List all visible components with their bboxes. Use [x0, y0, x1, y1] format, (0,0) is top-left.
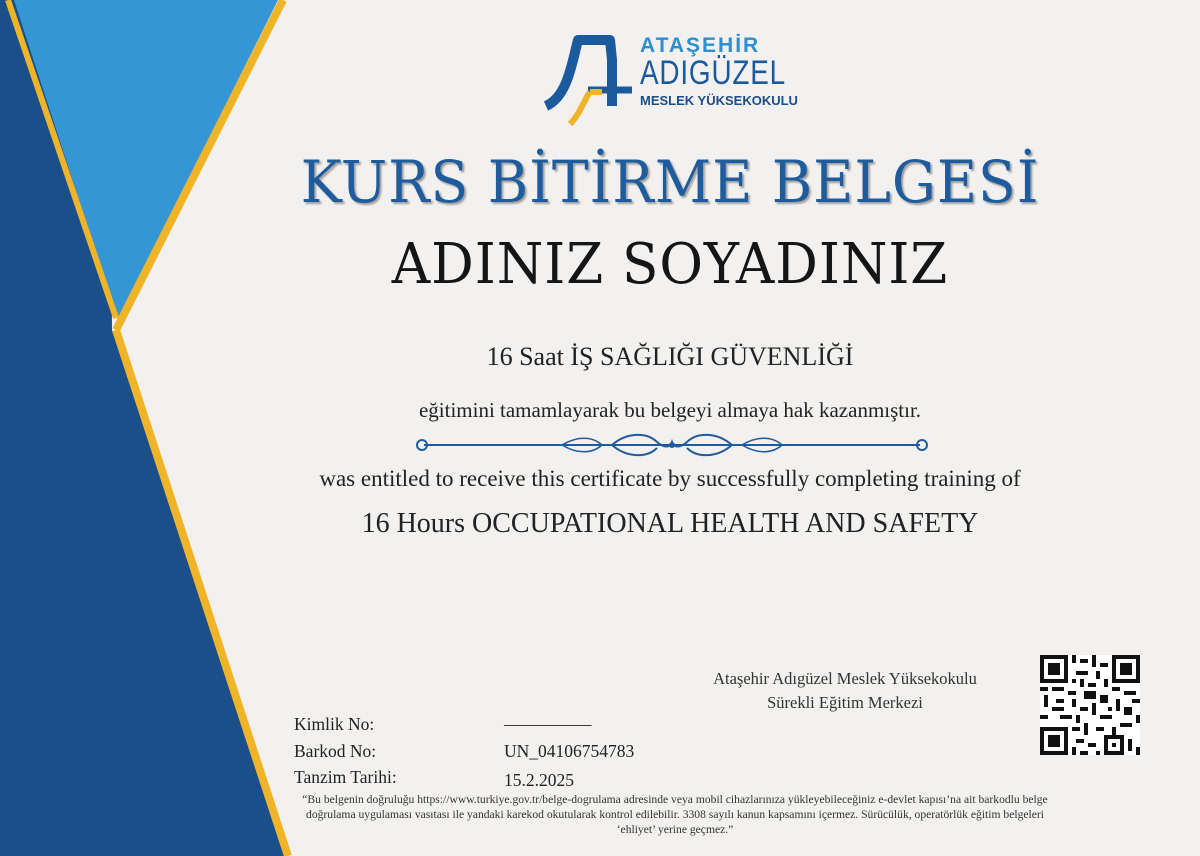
- ornament-divider-icon: [412, 430, 932, 460]
- logo-line3: MESLEK YÜKSEKOKULU: [640, 93, 798, 108]
- issuer-name: Ataşehir Adıgüzel Meslek Yüksekokulu: [713, 669, 977, 688]
- certificate-title: KURS BİTİRME BELGESİ: [300, 148, 1040, 216]
- recipient-name: ADINIZ SOYADINIZ: [391, 232, 949, 297]
- info-value: 15.2.2025: [504, 770, 574, 790]
- issuer-block: [660, 667, 1030, 715]
- info-label: Barkod No:: [294, 741, 377, 761]
- institution-logo-icon: [540, 34, 640, 130]
- info-value: UN_04106754783: [504, 741, 635, 761]
- completion-sentence-tr: eğitimini tamamlayarak bu belgeyi almaya hak kazanmıştır.: [418, 398, 922, 422]
- course-title-tr: 16 Saat İŞ SAĞLIĞI GÜVENLİĞİ: [486, 342, 854, 371]
- course-title-en: 16 Hours OCCUPATIONAL HEALTH AND SAFETY: [361, 508, 979, 539]
- logo-line2: ADIGÜZEL: [640, 54, 786, 92]
- completion-sentence-en: was entitled to receive this certificate by successfully completing training of: [319, 466, 1021, 491]
- logo-line1: ATAŞEHİR: [640, 34, 761, 57]
- info-label: Kimlik No:: [294, 714, 375, 734]
- info-value: —————: [504, 714, 592, 734]
- info-label: Tanzim Tarihi:: [294, 767, 397, 787]
- qr-code-icon[interactable]: [1040, 655, 1140, 755]
- verification-note: “Bu belgenin doğruluğu https://www.turkiye.gov.tr/belge-dogrulama adresinde veya mobil cihazlarınıza yükleyebileceğiniz e-devlet kapısı’na ait barkodlu belge doğrulama uygulaması vasıtası ile yandaki karekod okutularak kontrol edilebilir. 3308 sayılı kanun kapsamını içermez. Sürücülük, operatörlük eğitim belgeleri ‘ehliyet’ yerine geçmez.”: [302, 793, 1048, 836]
- institution-logo: [540, 34, 800, 130]
- issuer-department: Sürekli Eğitim Merkezi: [767, 693, 923, 712]
